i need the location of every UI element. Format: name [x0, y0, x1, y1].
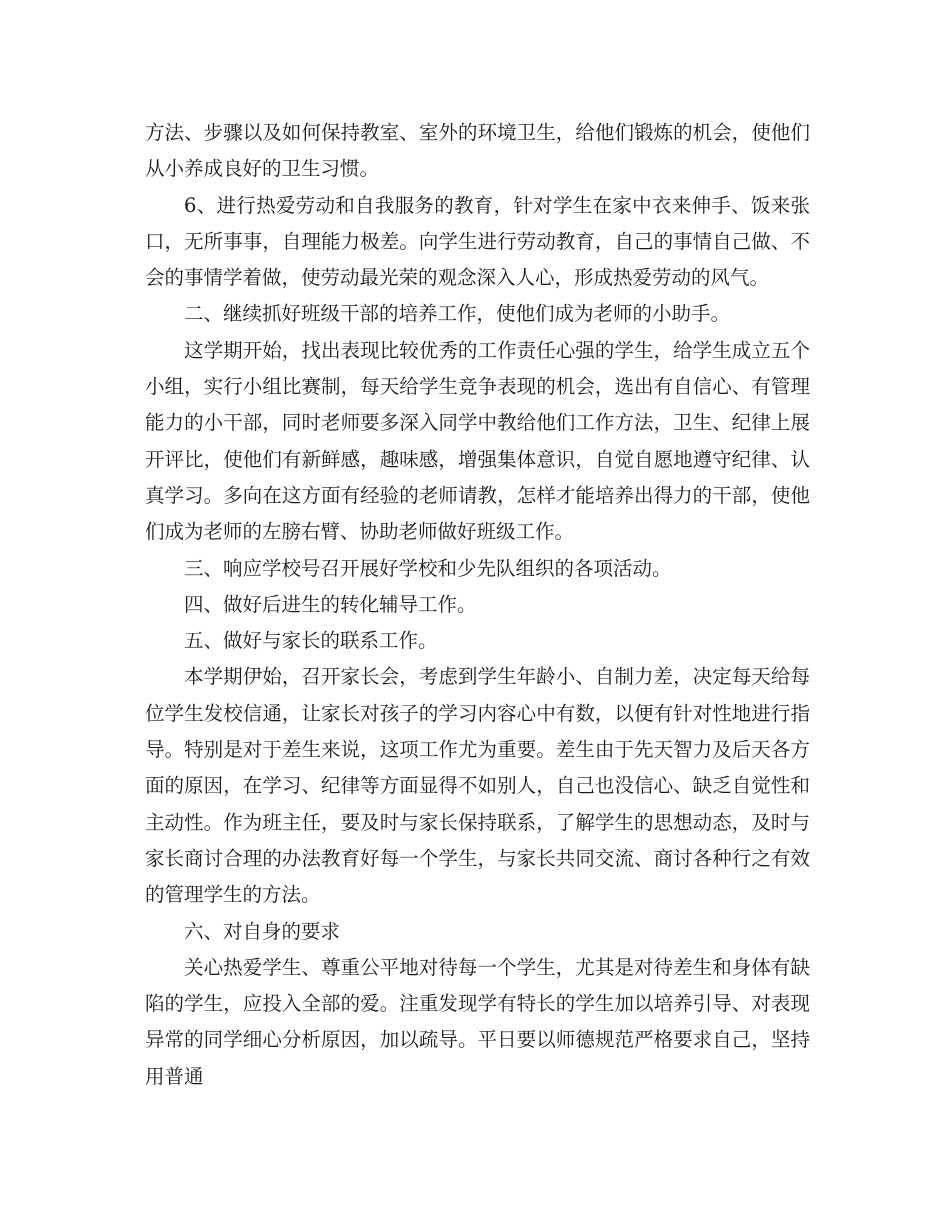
section-heading-2: 二、继续抓好班级干部的培养工作，使他们成为老师的小助手。: [184, 302, 731, 326]
section-heading-6: 六、对自身的要求: [184, 919, 341, 943]
paragraph-5: 关心热爱学生、尊重公平地对待每一个学生，尤其是对待差生和身体有缺陷的学生，应投入全部的爱。注重发现学有特长的学生加以培养引导、对表现异常的同学细心分析原因，加以疏导。平日要以师德规范严格要求自己，坚持用普通: [145, 955, 810, 1088]
section-heading-4: 四、做好后进生的转化辅导工作。: [184, 592, 477, 616]
section-heading-3: 三、响应学校号召开展好学校和少先队组织的各项活动。: [184, 556, 672, 580]
section-heading-5: 五、做好与家长的联系工作。: [184, 629, 438, 653]
paragraph-2: 6、进行热爱劳动和自我服务的教育，针对学生在家中衣来伸手、饭来张口，无所事事，自理能力极差。向学生进行劳动教育，自己的事情自己做、不会的事情学着做，使劳动最光荣的观念深入人心，形成热爱劳动的风气。: [145, 193, 810, 290]
paragraph-1: 方法、步骤以及如何保持教室、室外的环境卫生，给他们锻炼的机会，使他们从小养成良好的卫生习惯。: [145, 121, 810, 181]
paragraph-4: 本学期伊始，召开家长会，考虑到学生年龄小、自制力差，决定每天给每位学生发校信通，让家长对孩子的学习内容心中有数，以便有针对性地进行指导。特别是对于差生来说，这项工作尤为重要。差生由于先天智力及后天各方面的原因，在学习、纪律等方面显得不如别人，自己也没信心、缺乏自觉性和主动性。作为班主任，要及时与家长保持联系，了解学生的思想动态，及时与家长商讨合理的办法教育好每一个学生，与家长共同交流、商讨各种行之有效的管理学生的方法。: [145, 665, 810, 907]
paragraph-3: 这学期开始，找出表现比较优秀的工作责任心强的学生，给学生成立五个小组，实行小组比赛制，每天给学生竞争表现的机会，选出有自信心、有管理能力的小干部，同时老师要多深入同学中教给他们工作方法，卫生、纪律上展开评比，使他们有新鲜感，趣味感，增强集体意识，自觉自愿地遵守纪律、认真学习。多向在这方面有经验的老师请教，怎样才能培养出得力的干部，使他们成为老师的左膀右臂、协助老师做好班级工作。: [145, 338, 810, 544]
document-body: [145, 115, 810, 1095]
